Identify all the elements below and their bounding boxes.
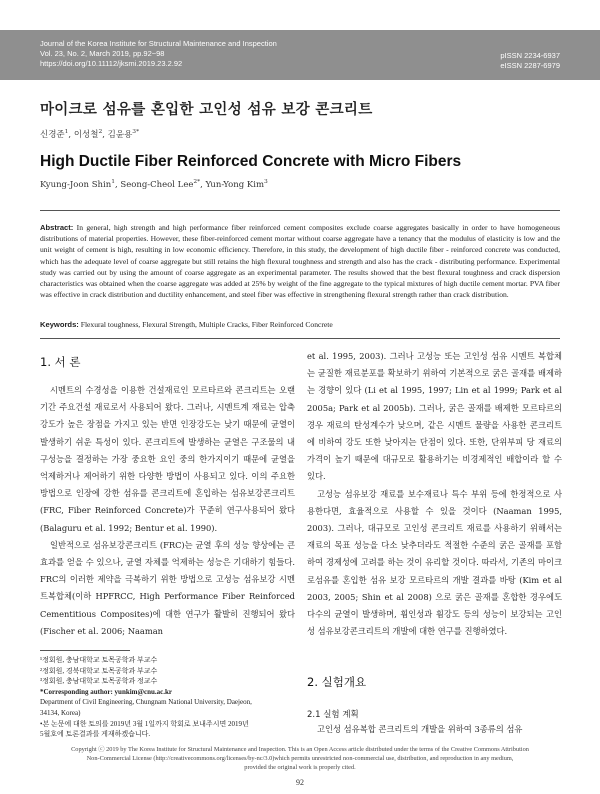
keywords-text: Flexural toughness, Flexural Strength, Multiple Cracks, Fiber Reinforced Concrete (78, 320, 333, 329)
footnote-rule (40, 650, 130, 651)
section-1-title: 1. 서 론 (40, 355, 81, 369)
footnote-affil-2: ²정회원, 경북대학교 토목공학과 부교수 (40, 666, 158, 675)
footnote-dept: Department of Civil Engineering, Chungnam National University, Daejeon, (40, 698, 252, 707)
subsection-2-1-title: 2.1 실험 계획 (307, 710, 359, 720)
author-ko-3: 김윤용 (107, 130, 133, 140)
issn-info (500, 51, 560, 71)
author-en-3: Yun-Yong Kim (205, 180, 265, 190)
abstract-top-rule (40, 210, 560, 211)
footnote-postal: 34134, Korea) (40, 708, 81, 717)
affil-mark: 3* (132, 128, 140, 136)
right-column (307, 348, 562, 640)
footnote-note-1: •본 논문에 대한 토의를 2019년 3월 1일까지 학회로 보내주시면 2019년 (40, 719, 249, 728)
affil-mark: 3 (264, 178, 268, 186)
copyright-line: Non-Commercial License (http://creativecommons.org/licenses/by-nc/3.0)which permits unrestricted non-commercial use, distribution, and reproduction in any medium, (86, 755, 514, 762)
doi-link[interactable]: https://doi.org/10.11112/jksmi.2019.23.2.92 (40, 59, 183, 68)
author-ko-1: 신경준 (40, 130, 65, 140)
affil-mark: 1 (111, 178, 115, 186)
paragraph: et al. 1995, 2003). 그러나 고성능 또는 고인성 섬유 시멘트 복합체는 균질한 재료분포를 확보하기 위하여 기본적으로 굵은 골재를 배제하는 경향이 있다 (Li et al 1995, 1997; Lin et al 1999; Park et al 2005a; Park et al 2005b). 그러나, 굵은 골재를 배제한 모르타르의 경우 재료의 탄성계수가 낮으며, 같은 시멘트 물량을 사용한 콘크리트에 비하여 강도 또한 낮아지는 단점이 있다. 또한, 단위부피 당 재료의 가격이 높기 때문에 대규모로 활용하기는 비경제적인 배합이라 할 수 있다. (307, 351, 562, 482)
abstract-label: Abstract: (40, 223, 74, 232)
affil-mark: 1 (64, 128, 69, 136)
authors-english: Kyung-Joon Shin$^1$, Seong-Cheol Lee$^{2*}$, Yun-Yong Kim$^3$ (40, 178, 268, 190)
section-2-title: 2. 실험개요 (307, 675, 367, 689)
journal-name: Journal of the Korea Institute for Structural Maintenance and Inspection (40, 39, 277, 48)
eissn: eISSN 2287-6979 (500, 61, 560, 70)
journal-volume: Vol. 23, No. 2, March 2019, pp.92~98 (40, 49, 165, 58)
copyright-line: Copyright ⓒ 2019 by The Korea Institute for Structural Maintenance and Inspection. This is an Open Access article distributed under the terms of the Creative Commons Attribution (71, 746, 529, 753)
footnotes (40, 655, 300, 740)
copyright-line: provided the original work is properly cited. (244, 764, 356, 771)
left-column (40, 382, 295, 640)
subsection-2-1-text: 고인성 섬유복합 콘크리트의 개발을 위하여 3종류의 섬유 (317, 724, 523, 734)
title-english: High Ductile Fiber Reinforced Concrete with Micro Fibers (40, 153, 462, 170)
keywords-label: Keywords: (40, 320, 79, 329)
corresponding-author: *Corresponding author: yunkim@cnu.ac.kr (40, 687, 173, 696)
author-en-1: Kyung-Joon Shin (40, 180, 112, 190)
author-en-2: Seong-Cheol Lee (120, 180, 194, 190)
paragraph: 일반적으로 섬유보강콘크리트 (FRC)는 균열 후의 성능 향상에는 큰 효과를 얻을 수 있으나, 균열 자체를 억제하는 성능은 기대하기 힘들다. FRC의 이러한 제약을 극복하기 위한 방법으로 고성능 섬유보강 시멘트복합체(이하 HPFRCC, High Performance Fiber Reinforced Cementitious Composites)에 대한 연구가 활발히 진행되어 왔다(Fischer et al. 2006; Naaman (40, 539, 295, 636)
page-number: 92 (296, 778, 304, 787)
abstract-text: In general, high strength and high performance fiber reinforced cement composites exclude coarse aggregates basically in order to have homogeneous distributions of material properties. However, these fiber-reinforced cement mortar without coarse aggregate have a tenancy that the modulus of elasticity is low and the unit weight of cement is high, resulting in low economic efficiency. Therefore, in this study, the development of high ductile fiber - reinforced concrete was conducted, which has the adequate level of coarse aggregate but still retains the high flexural toughness and strength and also has the crack - distributing performance. Experimental study was carried out by using the amount of coarse aggregate as an experimental parameter. The results showed that the best flexural toughness and crack dispersion characteristics was obtained when the coarse aggregate was added at 25% by weight of the fine aggregate to the typical mixtures of high ductile cement mortar. PVA fiber was effective in crack distribution and ductility enhancement, and steel fiber was effective in strengthening flexural strength rather than crack distribution. (40, 223, 560, 300)
affil-mark: 2 (98, 128, 103, 136)
abstract (40, 222, 560, 300)
journal-header-bar (0, 30, 600, 80)
footnote-affil-3: ³정회원, 충남대학교 토목공학과 정교수 (40, 677, 158, 686)
copyright-notice (40, 745, 560, 772)
title-korean: 마이크로 섬유를 혼입한 고인성 섬유 보강 콘크리트 (40, 102, 373, 118)
paragraph: 고성능 섬유보강 재료를 보수재료나 특수 부위 등에 한정적으로 사용한다면, 효율적으로 사용할 수 있을 것이다 (Naaman 1995, 2003). 그러나, 대규모로 고인성 콘크리트 재료를 사용하기 위해서는 재료의 목표 성능을 다소 낮추더라도 적절한 수준의 굵은 골재를 포함하여 경제성에 고려를 하는 것이 유리할 것이다. 따라서, 기존의 마이크로섬유를 혼입한 섬유 보강 모르타르의 개발 결과를 바탕 (Kim et al 2003, 2005; Shin et al 2008) 으로 굵은 골재를 혼합한 경우에도 다수의 균열이 발생하며, 휨인성과 휨강도 등의 성능이 보강되는 고인성 섬유보강콘크리트의 개발에 대한 연구를 진행하였다. (307, 488, 562, 637)
footnote-note-2: 5월호에 토론결과를 게재하겠습니다. (40, 730, 151, 739)
paragraph: 시멘트의 수경성을 이용한 건설재료인 모르타르와 콘크리트는 오랜 기간 주요건설 재료로서 사용되어 왔다. 그러나, 시멘트계 재료는 압축강도가 높은 장점을 가지고 있는 반면 인장강도는 낮기 때문에 균열이 발생하기 쉬운 특성이 있다. 콘크리트에 발생하는 균열은 구조물의 내구성능을 결정하는 가장 중요한 요인 중의 한가지이기 때문에 균열을 억제하거나 제어하기 위한 다양한 방법이 사용되고 있다. 이의 주요한 방법으로 인장에 강한 섬유를 콘크리트에 혼입하는 섬유보강콘크리트(FRC, Fiber Reinforced Concrete)가 꾸준히 연구사용되어 왔다(Balaguru et al. 1992; Bentur et al. 1990). (40, 385, 295, 533)
journal-info (40, 39, 277, 69)
keywords (40, 320, 560, 329)
footnote-affil-1: ¹정회원, 충남대학교 토목공학과 부교수 (40, 656, 158, 664)
authors-korean: 신경준$^1$, 이성철$^2$, 김윤용$^{3*}$ (40, 128, 140, 140)
pissn: pISSN 2234-6937 (500, 51, 560, 60)
abstract-bottom-rule (40, 338, 560, 339)
author-ko-2: 이성철 (73, 130, 99, 140)
affil-mark: 2* (193, 178, 201, 186)
